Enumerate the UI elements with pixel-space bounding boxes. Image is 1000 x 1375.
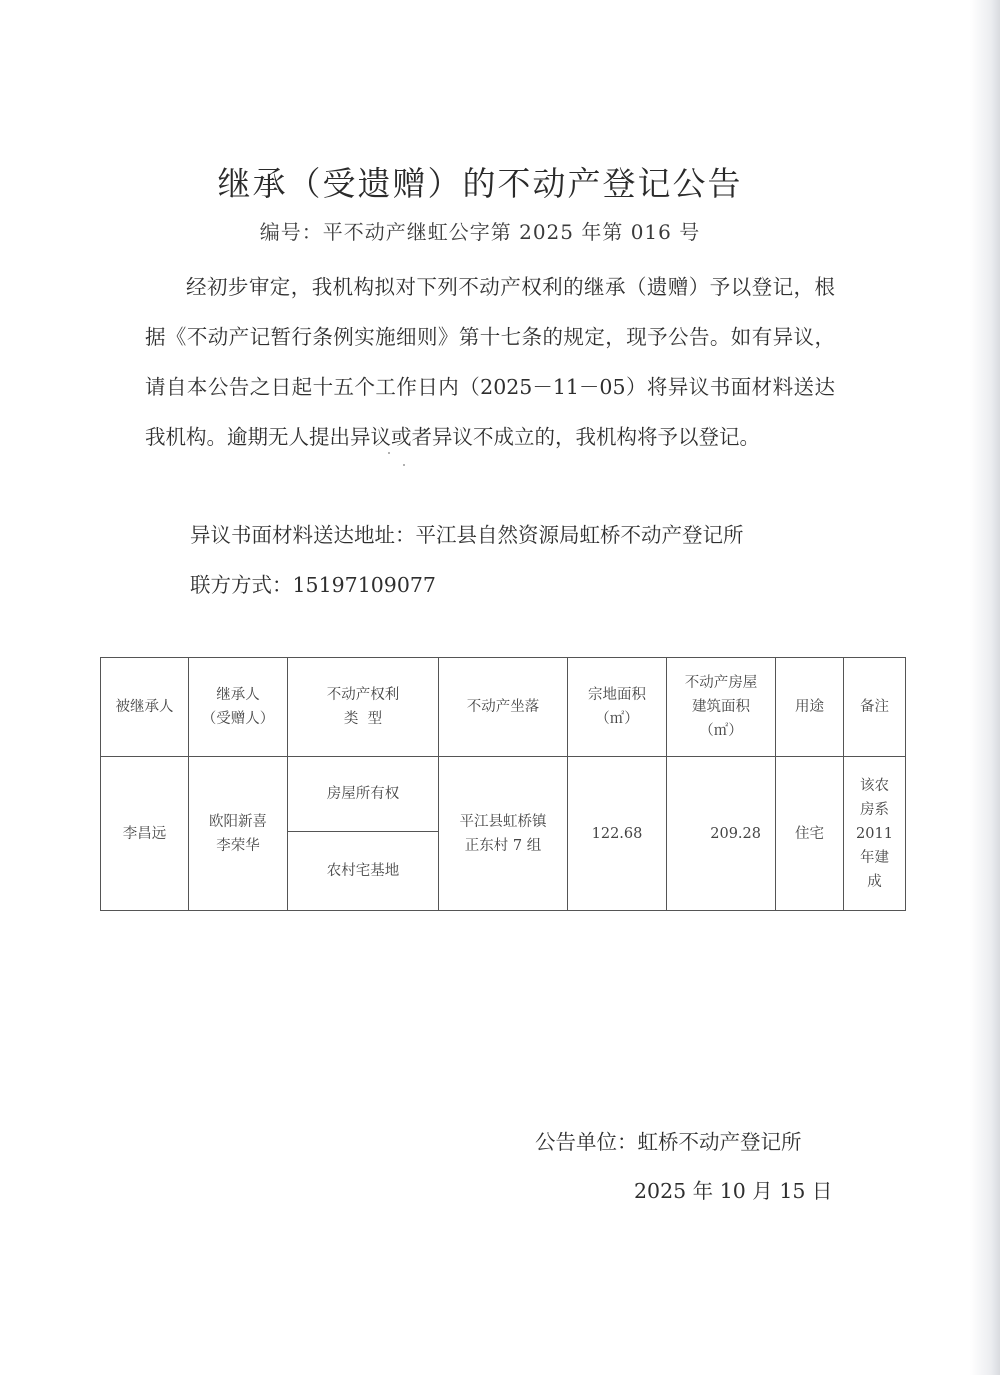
- objection-address: 异议书面材料送达地址：平江县自然资源局虹桥不动产登记所: [190, 523, 744, 547]
- cell-heir: [189, 757, 288, 911]
- header-building-area: [667, 658, 776, 757]
- cell-land-area: 122.68: [568, 757, 667, 911]
- header-use: 用途: [776, 658, 844, 757]
- cell-decedent: 李昌远: [101, 757, 189, 911]
- header-heir-line1: 继承人: [216, 687, 260, 703]
- notice-paragraph: 经初步审定，我机构拟对下列不动产权利的继承（遗赠）予以登记，根据《不动产记暂行条例实施细则》第十七条的规定，现予公告。如有异议，请自本公告之日起十五个工作日内（2025－11－05）将异议书面材料送达我机构。逾期无人提出异议或者异议不成立的，我机构将予以登记。: [145, 275, 835, 449]
- cell-remark-line: 2011: [856, 825, 893, 842]
- header-land-area-line1: 宗地面积: [588, 687, 646, 703]
- cell-remark: [844, 757, 906, 911]
- cell-heir-line1: 欧阳新喜: [209, 813, 267, 830]
- notice-title: 继承（受遗赠）的不动产登记公告: [217, 164, 743, 203]
- cell-location-line1: 平江县虹桥镇: [459, 813, 547, 830]
- cell-use: 住宅: [776, 757, 844, 911]
- header-building-area-line3: （㎡）: [699, 723, 743, 739]
- scan-speck: [388, 452, 390, 454]
- header-right-type: [288, 658, 439, 757]
- header-remark: 备注: [844, 658, 906, 757]
- header-heir-line2: （受赠人）: [201, 711, 275, 727]
- header-land-area: [568, 658, 667, 757]
- issuing-unit: 公告单位：虹桥不动产登记所: [535, 1130, 802, 1154]
- property-table: [100, 657, 906, 911]
- contact-info: 联方方式：15197109077: [190, 573, 436, 597]
- header-heir: [189, 658, 288, 757]
- cell-remark-line: 房系: [860, 801, 889, 818]
- header-building-area-line1: 不动产房屋: [684, 675, 758, 691]
- cell-heir-line2: 李荣华: [216, 837, 260, 854]
- scan-edge-shadow: [970, 0, 1000, 1375]
- table-row: [101, 757, 906, 832]
- scan-speck: [403, 464, 405, 466]
- issue-date: 2025 年 10 月 15 日: [634, 1179, 833, 1203]
- header-building-area-line2: 建筑面积: [692, 699, 750, 715]
- header-right-type-line2: 类 型: [343, 711, 383, 727]
- header-land-area-line2: （㎡）: [595, 711, 639, 727]
- cell-remark-line: 年建: [860, 849, 889, 866]
- cell-right-type-1: 房屋所有权: [288, 757, 439, 832]
- notice-body: [145, 262, 835, 462]
- cell-right-type-2: 农村宅基地: [288, 832, 439, 911]
- cell-location-line2: 正东村 7 组: [464, 837, 542, 854]
- table-header-row: [101, 658, 906, 757]
- document-number: 编号：平不动产继虹公字第 2025 年第 016 号: [259, 220, 701, 244]
- header-decedent: 被继承人: [101, 658, 189, 757]
- cell-location: [439, 757, 568, 911]
- cell-remark-line: 该农: [860, 777, 889, 794]
- header-right-type-line1: 不动产权利: [326, 687, 400, 703]
- cell-remark-line: 成: [867, 873, 882, 890]
- header-location: 不动产坐落: [439, 658, 568, 757]
- cell-building-area: 209.28: [667, 757, 776, 911]
